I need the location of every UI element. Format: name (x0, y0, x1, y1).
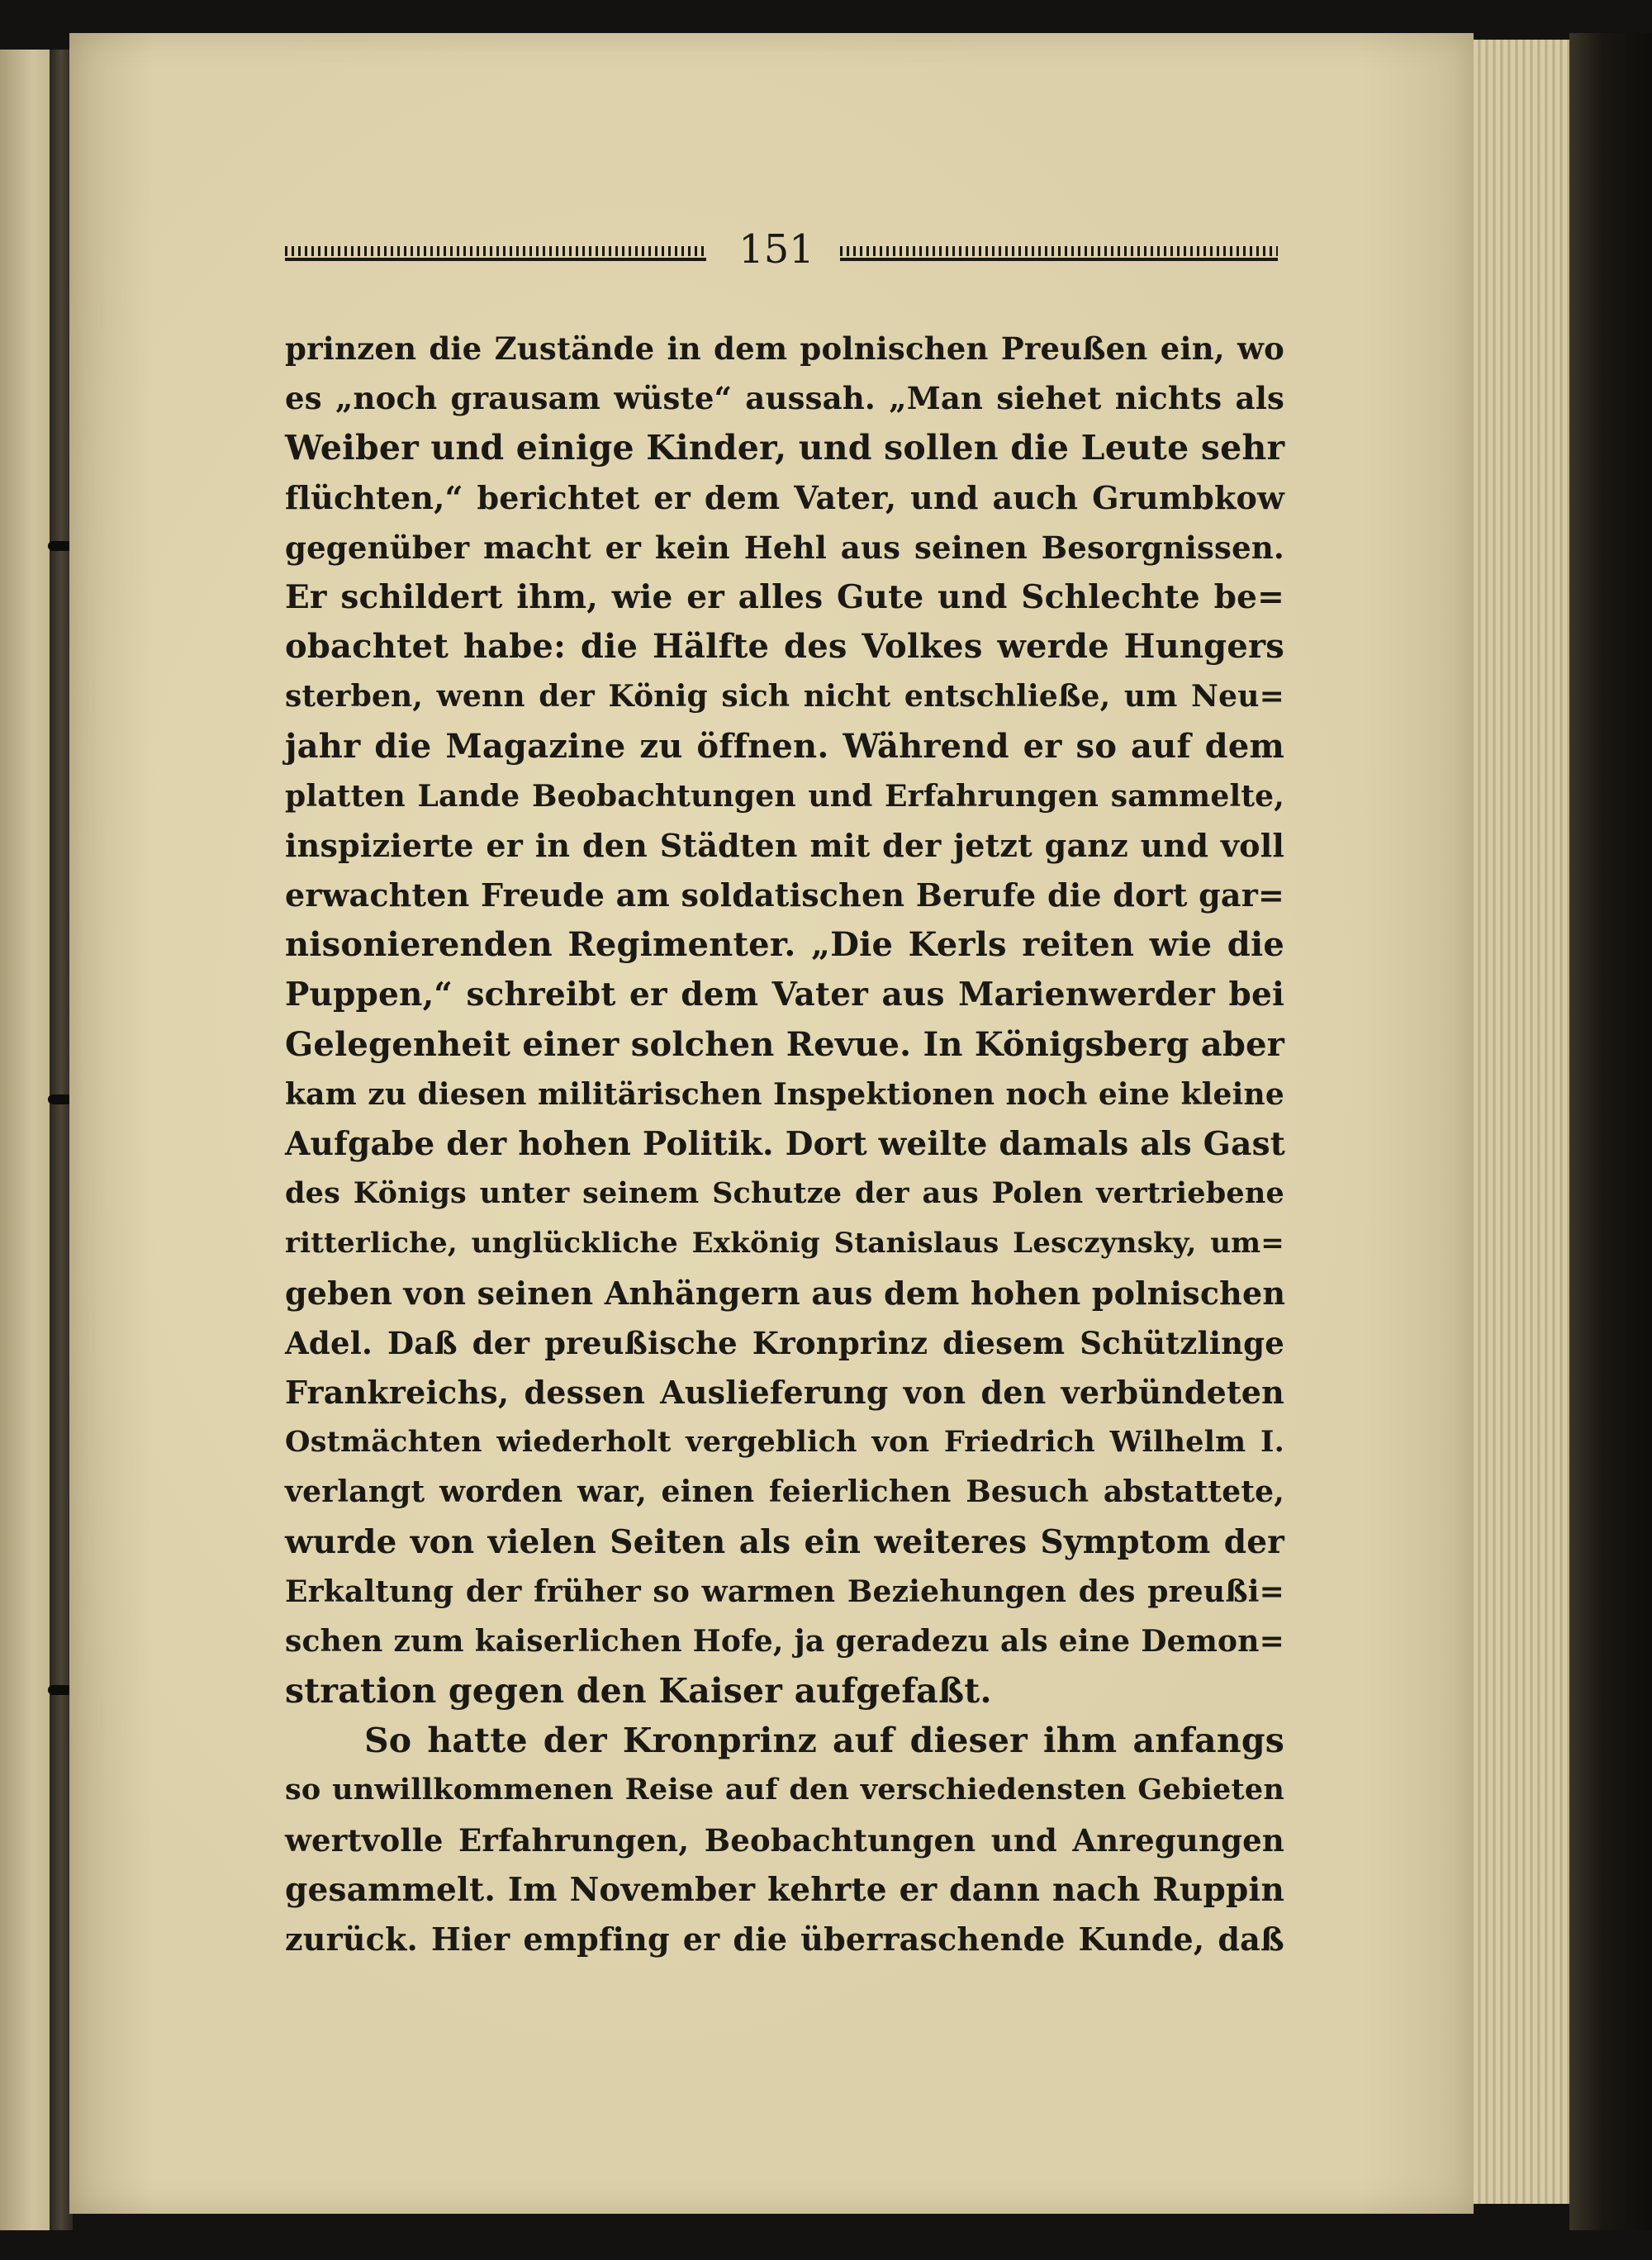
text-line: gegenüber macht er kein Hehl aus seinen Besorgnissen. (285, 529, 1284, 566)
page-header (285, 225, 1276, 278)
text-line: wurde von vielen Seiten als ein weiteres Symptom der (285, 1522, 1284, 1561)
text-line: gesammelt. Im November kehrte er dann nach Ruppin (285, 1870, 1284, 1909)
header-ornament-right (840, 243, 1278, 261)
text-line: stration gegen den Kaiser aufgefaßt. (285, 1671, 992, 1712)
text-line: prinzen die Zustände in dem polnischen Preußen ein, wo (285, 330, 1284, 367)
header-ornament-left (285, 243, 706, 261)
text-line: inspizierte er in den Städten mit der jetzt ganz und voll (285, 826, 1284, 864)
text-line: Weiber und einige Kinder, und sollen die Leute sehr (285, 428, 1285, 468)
text-line: schen zum kaiserlichen Hofe, ja geradezu als eine Demon= (285, 1623, 1284, 1659)
text-line: des Königs unter seinem Schutze der aus Polen vertriebene (285, 1176, 1284, 1211)
text-line: jahr die Magazine zu öffnen. Während er so auf dem (285, 726, 1284, 766)
text-line: platten Lande Beobachtungen und Erfahrungen sammelte, (285, 778, 1284, 814)
text-line: erwachten Freude am soldatischen Berufe die dort gar= (285, 876, 1284, 914)
text-line: Ostmächten wiederholt vergeblich von Friedrich Wilhelm I. (285, 1425, 1284, 1460)
text-line: es „noch grausam wüste“ aussah. „Man siehet nichts als (285, 380, 1284, 417)
text-line: flüchten,“ berichtet er dem Vater, und auch Grumbkow (285, 478, 1284, 516)
text-line: So hatte der Kronprinz auf dieser ihm anfangs (364, 1721, 1284, 1761)
text-line: nisonierenden Regimenter. „Die Kerls reiten wie die (285, 925, 1284, 965)
text-line: Er schildert ihm, wie er alles Gute und Schlechte be= (285, 577, 1284, 616)
text-line: geben von seinen Anhängern aus dem hohen polnischen (285, 1274, 1286, 1312)
text-line: Puppen,“ schreibt er dem Vater aus Marienwerder bei (285, 976, 1284, 1014)
text-line: wertvolle Erfahrungen, Beobachtungen und Anregungen (285, 1821, 1284, 1859)
text-line: Gelegenheit einer solchen Revue. In Königsberg aber (285, 1024, 1284, 1064)
text-line: zurück. Hier empfing er die überraschende Kunde, daß (285, 1921, 1284, 1958)
text-line: Frankreichs, dessen Auslieferung von den verbündeten (285, 1373, 1284, 1411)
text-line: Erkaltung der früher so warmen Beziehungen des preußi= (285, 1574, 1284, 1609)
text-line: Adel. Daß der preußische Kronprinz diesem Schützlinge (285, 1324, 1284, 1361)
text-line: sterben, wenn der König sich nicht entschließe, um Neu= (285, 679, 1284, 715)
body-text (285, 324, 1284, 1964)
text-line: verlangt worden war, einen feierlichen Besuch abstattete, (285, 1474, 1284, 1510)
text-line: so unwillkommenen Reise auf den verschiedensten Gebieten (285, 1773, 1284, 1807)
text-line: Aufgabe der hohen Politik. Dort weilte damals als Gast (285, 1125, 1285, 1163)
text-line: ritterliche, unglückliche Exkönig Stanislaus Lesczynsky, um= (285, 1227, 1284, 1261)
text-line: obachtet habe: die Hälfte des Volkes werde Hungers (285, 627, 1284, 667)
text-line: kam zu diesen militärischen Inspektionen noch eine kleine (285, 1076, 1284, 1112)
page-edges (1474, 40, 1569, 2204)
book-cover-shadow (1569, 33, 1652, 2230)
page-number: 151 (738, 226, 814, 273)
